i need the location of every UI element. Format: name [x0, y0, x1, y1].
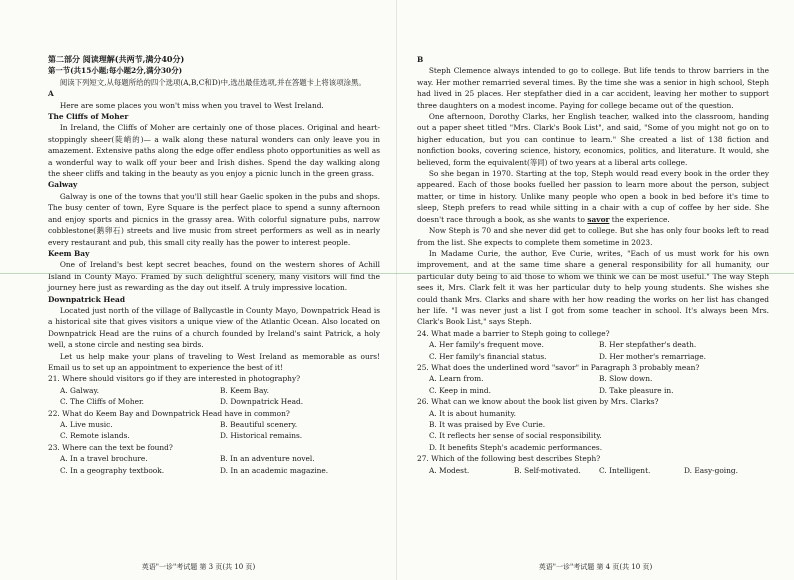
right-page	[397, 0, 794, 580]
option-list	[417, 408, 769, 454]
option[interactable]: D. It benefits Steph's academic performances.	[429, 442, 603, 452]
option[interactable]: D. Take pleasure in.	[599, 385, 674, 395]
option[interactable]: B. Beautiful scenery.	[220, 420, 298, 429]
option[interactable]: C. Intelligent.	[599, 465, 651, 475]
left-column	[48, 54, 380, 476]
section-text: One of Ireland's best kept secret beaches, found on the western shores of Achill Island in County Mayo. Framed by such delightful scenery, many visitors will find the journey here just as rewarding as the day out itself. A truly impressive location.	[48, 260, 380, 293]
section-text: In Ireland, the Cliffs of Moher are certainly one of those places. Original and heart-stoppingly sheer(陡峭的)— a walk along these natural wonders can only leave you in amazement. Extensive paths along the edge offer endless photo opportunities as well as a wonderful way to walk off your beer and Irish dishes. Spend the day walking along the sheer cliffs and taking in the beauty as you enjoy a picnic lunch in the green grass.	[48, 123, 380, 179]
closing-text: Let us help make your plans of traveling to West Ireland as memorable as ours! Email us to set up an appointment to experience the best of it!	[48, 351, 380, 372]
option-list	[417, 339, 769, 362]
option[interactable]: A. Learn from.	[429, 374, 484, 384]
question-stem: 24. What made a barrier to Steph going to college?	[417, 328, 610, 338]
section-title: The Cliffs of Moher	[48, 112, 129, 122]
option[interactable]: A. Live music.	[60, 420, 113, 429]
option[interactable]: C. Keep in mind.	[429, 385, 491, 395]
question-stem: 22. What do Keem Bay and Downpatrick Head have in common?	[48, 408, 290, 418]
subsection-heading: 第一节(共15小题;每小题2分,满分30分)	[48, 66, 183, 76]
option[interactable]: A. Modest.	[429, 465, 470, 475]
option-list	[48, 385, 380, 408]
question-stem: 26. What can we know about the book list given by Mrs. Clarks?	[417, 397, 659, 407]
option[interactable]: B. Her stepfather's death.	[599, 340, 697, 350]
option[interactable]: C. Her family's financial status.	[429, 351, 547, 361]
option[interactable]: D. Her mother's remarriage.	[599, 351, 706, 361]
section-title: Downpatrick Head	[48, 294, 125, 304]
option[interactable]: B. In an adventure novel.	[220, 454, 315, 464]
section-title: Keem Bay	[48, 248, 90, 258]
option[interactable]: B. Keem Bay.	[220, 385, 269, 395]
passage-letter-b: B	[417, 55, 424, 64]
option[interactable]: B. It was praised by Eve Curie.	[429, 420, 546, 429]
section-title: Galway	[48, 180, 78, 190]
paragraph	[417, 168, 769, 225]
section-text: Galway is one of the towns that you'll still hear Gaelic spoken in the pubs and shops. The busy center of town, Eyre Square is the perfect place to spend a sunny afternoon and enjoy sports and picnics in the grassy area. With colorful signature pubs, narrow cobblestone(鹅卵石) streets and live music from street performers as well as in nearly every restaurant and pub, this small city really has the power to interest people.	[48, 191, 380, 247]
option[interactable]: D. Easy-going.	[684, 465, 739, 475]
option[interactable]: C. It reflects her sense of social responsibility.	[429, 431, 602, 441]
paragraph: Now Steph is 70 and she never did get to college. But she has only four books left to read from the list. She expects to complete them sometime in 2023.	[417, 226, 769, 247]
option[interactable]: A. Galway.	[60, 385, 99, 395]
paragraph: In Madame Curie, the author, Eve Curie, writes, "Each of us must work for his own improvement, and at the same time share a general responsibility for all humanity, our particular duty being to aid those to whom we think we can be most useful." The way Steph sees it, Mrs. Clark felt it was her particular duty to help young students. She wishes she could thank Mrs. Clarks and share with her how reading the works on her list has changed her life. "I was never just a list I got from some teacher in school. It's always been Mrs. Clark's Book List," says Steph.	[417, 248, 769, 327]
option[interactable]: C. Remote islands.	[60, 431, 130, 441]
page-footer: 英语"一诊"考试题 第 4 页(共 10 页)	[538, 563, 653, 571]
option[interactable]: B. Slow down.	[599, 374, 653, 384]
section-text: Located just north of the village of Ballycastle in County Mayo, Downpatrick Head is a historical site that gives visitors a unique view of the Atlantic Ocean. Also located on Downpatrick Head are the ruins of a church founded by Ireland's saint Patrick, a holy well, a stone circle and nesting sea birds.	[48, 305, 380, 350]
option[interactable]: A. In a travel brochure.	[60, 454, 148, 464]
paragraph: Steph Clemence always intended to go to college. But life tends to throw barriers in the way. Her mother remarried several times. By the time she was a senior in high school, Steph had lived in 25 places. Her stepfather died in a car accident, leaving her mother to support three daughters on a modest income. Paying for college became out of the question.	[417, 66, 769, 110]
option[interactable]: A. It is about humanity.	[429, 408, 517, 418]
section-heading: 第二部分 阅读理解(共两节,满分40分)	[48, 54, 185, 64]
instructions: 阅读下列短文,从每题所给的四个选项(A,B,C和D)中,选出最佳选项,并在答题卡上将该项涂黑。	[59, 77, 366, 87]
option-list	[417, 465, 769, 476]
scan-line	[0, 273, 794, 274]
option-list	[48, 419, 380, 442]
paragraph-text: So she began in 1970. Starting at the top, Steph would read every book in the order they appeared. Each of those books fuelled her passion to learn more about the person, subject matter, or time in history. Unlike many people who open a book in bed before it's time to sleep, Steph prefers to read while sitting in a chair with a cup of coffee by her side. She doesn't race through a book, as she wants to	[417, 169, 769, 224]
option[interactable]: C. In a geography textbook.	[60, 465, 165, 475]
underlined-word: savor	[587, 214, 610, 224]
question-stem: 27. Which of the following best describes Steph?	[417, 454, 601, 464]
option[interactable]: D. Downpatrick Head.	[220, 397, 304, 407]
question-stem: 23. Where can the text be found?	[48, 442, 173, 452]
option-list	[417, 373, 769, 396]
question-stem: 21. Where should visitors go if they are interested in photography?	[48, 374, 301, 384]
question-stem: 25. What does the underlined word "savor" in Paragraph 3 probably mean?	[417, 362, 700, 372]
option[interactable]: D. Historical remains.	[220, 431, 303, 441]
passage-letter-a: A	[48, 89, 54, 99]
paragraph-tail: the experience.	[609, 214, 670, 224]
right-column	[417, 54, 769, 476]
page-footer: 英语"一诊"考试题 第 3 页(共 10 页)	[141, 563, 256, 571]
paragraph: One afternoon, Dorothy Clarks, her English teacher, walked into the classroom, handing out a paper sheet titled "Mrs. Clark's Book List", and said, "Some of you might not go on to higher education, but you can continue to learn." She created a list of 138 fiction and nonfiction books, covering science, history, economics, politics, and literature. It would, she believed, form the equivalent(等同) of two years at a liberal arts college.	[417, 112, 769, 167]
passage-intro: Here are some places you won't miss when you travel to West Ireland.	[59, 100, 324, 110]
option[interactable]: B. Self-motivated.	[514, 465, 581, 475]
option[interactable]: C. The Cliffs of Moher.	[60, 397, 145, 407]
option-list	[48, 453, 380, 476]
option[interactable]: A. Her family's frequent move.	[429, 340, 544, 350]
option[interactable]: D. In an academic magazine.	[220, 465, 329, 475]
